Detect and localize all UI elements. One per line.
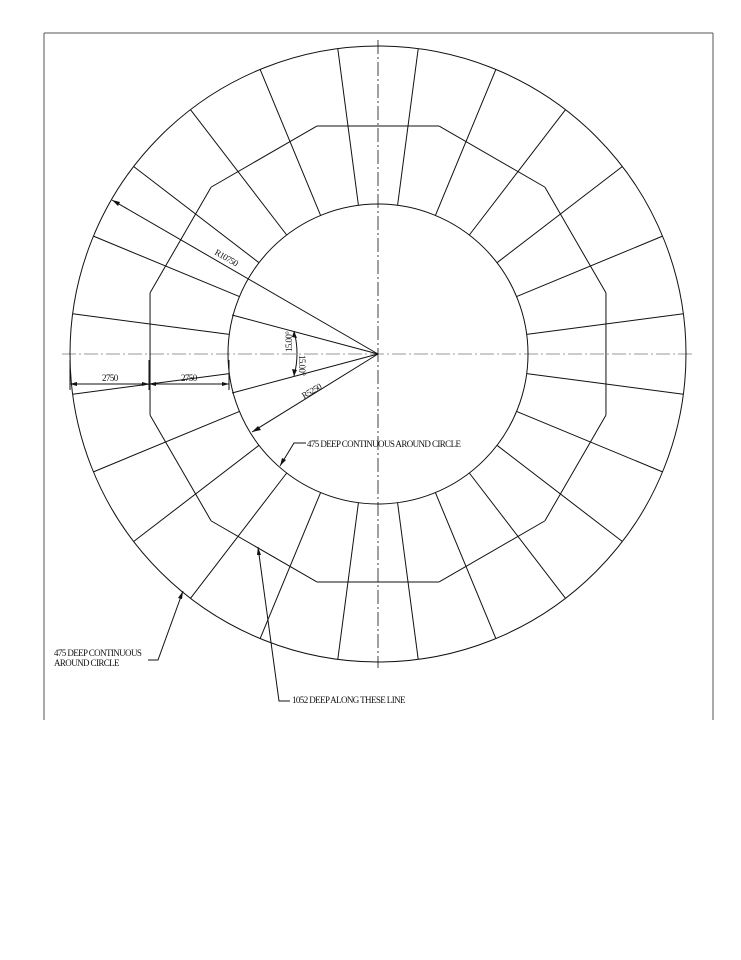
radial-line (338, 503, 359, 660)
outer-width-label: 2750 (102, 373, 118, 383)
polygon-lines-note (257, 547, 406, 705)
inner-radius-label: R5250 (299, 381, 324, 401)
outer-ring-note-line1: 475 DEEP CONTINUOUS (54, 648, 142, 658)
inner-ring-note (280, 439, 461, 466)
outer-ring-note-line2: AROUND CIRCLE (54, 658, 119, 668)
angle-upper-label: 15.00° (284, 331, 294, 352)
radial-line (435, 69, 495, 215)
inner-radius-dimension (252, 354, 378, 432)
radial-line (260, 493, 320, 639)
radial-line (517, 236, 663, 296)
radial-line (497, 167, 622, 263)
radial-line (73, 314, 230, 335)
radial-line (398, 49, 419, 206)
radial-line (435, 493, 495, 639)
radial-line (93, 411, 239, 471)
radial-line (191, 473, 287, 598)
radial-line (338, 49, 359, 206)
radial-line (469, 110, 565, 235)
inner-ring-note-text: 475 DEEP CONTINUOUS AROUND CIRCLE (307, 439, 461, 449)
radial-line (260, 69, 320, 215)
radial-line (497, 445, 622, 541)
outer-radius-label: R10750 (213, 247, 240, 269)
outer-radius-dimension (112, 200, 378, 354)
radial-line (93, 236, 239, 296)
radial-line (469, 473, 565, 598)
radial-line (398, 503, 419, 660)
inner-width-label: 2750 (181, 373, 197, 383)
width-dimensions (70, 360, 229, 390)
radial-line (527, 374, 684, 395)
sheet-frame (44, 33, 713, 720)
polygon-lines-note-text: 1052 DEEP ALONG THESE LINE (292, 695, 405, 705)
radial-line (191, 110, 287, 235)
radial-line (527, 314, 684, 335)
outer-ring-note (54, 591, 183, 668)
radial-line (134, 445, 259, 541)
radial-line (517, 411, 663, 471)
angle-lower-label: 15.00° (297, 355, 307, 376)
